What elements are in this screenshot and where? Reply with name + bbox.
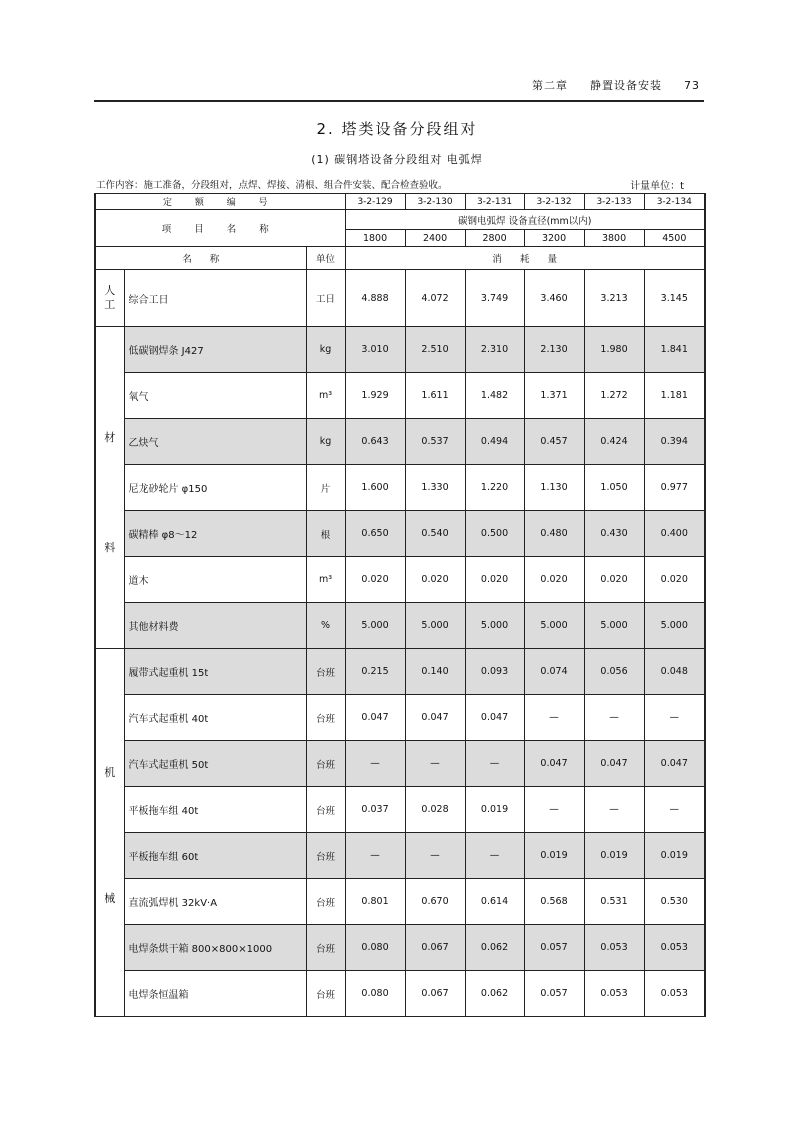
consumption-value: 0.020 xyxy=(405,557,465,603)
item-name: 汽车式起重机 40t xyxy=(124,695,306,741)
consumption-value: 1.980 xyxy=(584,327,644,373)
header-text xyxy=(532,77,700,93)
table-row xyxy=(95,741,705,787)
consumption-value: — xyxy=(405,741,465,787)
consumption-value: 0.047 xyxy=(405,695,465,741)
consumption-value: 0.047 xyxy=(584,741,644,787)
consumption-value: 0.650 xyxy=(345,511,405,557)
consumption-value: 0.394 xyxy=(644,419,705,465)
item-unit: m³ xyxy=(306,373,345,419)
item-name: 综合工日 xyxy=(124,270,306,327)
consumption-value: 0.430 xyxy=(584,511,644,557)
item-name: 尼龙砂轮片 φ150 xyxy=(124,465,306,511)
consumption-value: 0.019 xyxy=(524,833,584,879)
table-row xyxy=(95,649,705,695)
project-name-label: 项 目 名 称 xyxy=(95,210,345,247)
category-spacer xyxy=(96,447,124,539)
consumption-value: 5.000 xyxy=(524,603,584,649)
diameter-value: 2800 xyxy=(465,230,524,247)
quota-code: 3-2-133 xyxy=(584,194,644,210)
consumption-value: 0.093 xyxy=(465,649,524,695)
item-unit: 台班 xyxy=(306,833,345,879)
consumption-value: 0.028 xyxy=(405,787,465,833)
quota-code: 3-2-131 xyxy=(465,194,524,210)
consumption-value: 1.330 xyxy=(405,465,465,511)
category-char: 人 xyxy=(104,284,116,297)
item-name: 电焊条恒温箱 xyxy=(124,971,306,1017)
consumption-value: 0.643 xyxy=(345,419,405,465)
consumption-value: — xyxy=(345,741,405,787)
consumption-value: 0.568 xyxy=(524,879,584,925)
item-unit: % xyxy=(306,603,345,649)
consumption-value: 1.929 xyxy=(345,373,405,419)
consumption-value: 2.130 xyxy=(524,327,584,373)
consumption-value: 0.056 xyxy=(584,649,644,695)
consumption-value: 1.181 xyxy=(644,373,705,419)
item-unit: kg xyxy=(306,419,345,465)
quota-code: 3-2-132 xyxy=(524,194,584,210)
item-name: 其他材料费 xyxy=(124,603,306,649)
consumption-value: 0.400 xyxy=(644,511,705,557)
consumption-value: 0.037 xyxy=(345,787,405,833)
page-number: 73 xyxy=(684,79,700,92)
item-name: 平板拖车组 60t xyxy=(124,833,306,879)
consumption-value: 0.047 xyxy=(524,741,584,787)
consumption-value: 0.053 xyxy=(584,925,644,971)
table-row xyxy=(95,373,705,419)
consumption-value: 0.047 xyxy=(345,695,405,741)
consumption-value: 1.611 xyxy=(405,373,465,419)
consumption-value: 2.510 xyxy=(405,327,465,373)
consumption-value: 0.053 xyxy=(644,971,705,1017)
category-spacer xyxy=(96,782,124,890)
unit-column-label: 单位 xyxy=(306,247,345,270)
category-char: 材 xyxy=(104,430,116,444)
category-char: 械 xyxy=(104,891,116,905)
consumption-value: 0.053 xyxy=(644,925,705,971)
page-subtitle: (1) 碳钢塔设备分段组对 电弧焊 xyxy=(311,153,483,166)
quota-code-row xyxy=(95,194,705,210)
item-unit: 片 xyxy=(306,465,345,511)
consumption-value: — xyxy=(524,695,584,741)
table-row xyxy=(95,787,705,833)
consumption-value: 0.062 xyxy=(465,971,524,1017)
table-row xyxy=(95,327,705,373)
consumption-value: 0.020 xyxy=(524,557,584,603)
consumption-value: 0.062 xyxy=(465,925,524,971)
category-char: 工 xyxy=(104,298,116,311)
consumption-value: 0.540 xyxy=(405,511,465,557)
quota-code-label: 定 额 编 号 xyxy=(95,194,345,210)
consumption-value: — xyxy=(524,787,584,833)
diameter-value: 4500 xyxy=(644,230,705,247)
consumption-value: 5.000 xyxy=(584,603,644,649)
consumption-value: 0.801 xyxy=(345,879,405,925)
consumption-value: 0.080 xyxy=(345,971,405,1017)
item-name: 低碳钢焊条 J427 xyxy=(124,327,306,373)
diameter-value: 3200 xyxy=(524,230,584,247)
consumption-value: — xyxy=(465,833,524,879)
item-unit: 台班 xyxy=(306,741,345,787)
item-unit: 工日 xyxy=(306,270,345,327)
diameter-value: 1800 xyxy=(345,230,405,247)
consumption-value: 0.020 xyxy=(644,557,705,603)
item-name: 电焊条烘干箱 800×800×1000 xyxy=(124,925,306,971)
consumption-value: 0.500 xyxy=(465,511,524,557)
consumption-value: 3.145 xyxy=(644,270,705,327)
consumption-value: 5.000 xyxy=(644,603,705,649)
item-unit: 台班 xyxy=(306,879,345,925)
category-cell xyxy=(95,327,124,649)
consumption-value: 0.494 xyxy=(465,419,524,465)
work-content: 工作内容：施工准备，分段组对，点焊、焊接、清根、组合件安装、配合检查验收。 xyxy=(96,180,448,191)
item-unit: 台班 xyxy=(306,787,345,833)
column-header-row xyxy=(95,247,705,270)
table-row xyxy=(95,879,705,925)
item-unit: 台班 xyxy=(306,971,345,1017)
consumption-value: — xyxy=(644,695,705,741)
consumption-value: 0.019 xyxy=(644,833,705,879)
item-name: 氧气 xyxy=(124,373,306,419)
section-label: 静置设备安装 xyxy=(590,79,662,92)
work-content-line xyxy=(96,177,702,191)
unit-label: 计量单位：t xyxy=(630,181,684,192)
item-unit: kg xyxy=(306,327,345,373)
consumption-value: 0.670 xyxy=(405,879,465,925)
consumption-value: 0.215 xyxy=(345,649,405,695)
consumption-value: 0.074 xyxy=(524,649,584,695)
consumption-value: 1.482 xyxy=(465,373,524,419)
diameter-value: 2400 xyxy=(405,230,465,247)
consumption-value: 0.057 xyxy=(524,925,584,971)
item-name: 道木 xyxy=(124,557,306,603)
quota-table xyxy=(94,193,706,1017)
item-unit: 台班 xyxy=(306,925,345,971)
category-char: 机 xyxy=(104,765,116,779)
consumption-value: 0.047 xyxy=(644,741,705,787)
consumption-value: — xyxy=(584,695,644,741)
consumption-value: 0.020 xyxy=(584,557,644,603)
consumption-value: 0.047 xyxy=(465,695,524,741)
name-column-label: 名 称 xyxy=(95,247,306,270)
running-header xyxy=(94,74,704,102)
consumption-value: 0.977 xyxy=(644,465,705,511)
consumption-value: 5.000 xyxy=(405,603,465,649)
consumption-value: 1.841 xyxy=(644,327,705,373)
consumption-value: 3.213 xyxy=(584,270,644,327)
item-name: 汽车式起重机 50t xyxy=(124,741,306,787)
consumption-value: 1.371 xyxy=(524,373,584,419)
consumption-value: 0.057 xyxy=(524,971,584,1017)
consumption-value: 1.130 xyxy=(524,465,584,511)
quota-code: 3-2-134 xyxy=(644,194,705,210)
item-unit: 根 xyxy=(306,511,345,557)
consumption-value: 0.531 xyxy=(584,879,644,925)
consumption-value: 0.480 xyxy=(524,511,584,557)
table-row xyxy=(95,925,705,971)
consumption-label: 消 耗 量 xyxy=(345,247,705,270)
item-name: 碳精棒 φ8～12 xyxy=(124,511,306,557)
consumption-value: 0.067 xyxy=(405,925,465,971)
quota-code: 3-2-130 xyxy=(405,194,465,210)
diameter-header-row xyxy=(95,210,705,230)
consumption-value: 0.048 xyxy=(644,649,705,695)
consumption-value: 0.020 xyxy=(345,557,405,603)
table-row xyxy=(95,511,705,557)
category-cell xyxy=(95,270,124,327)
diameter-label: 碳钢电弧焊 设备直径(mm以内) xyxy=(345,210,705,230)
table-row xyxy=(95,419,705,465)
consumption-value: 0.020 xyxy=(465,557,524,603)
category-char: 料 xyxy=(104,540,116,554)
item-unit: 台班 xyxy=(306,649,345,695)
table-row xyxy=(95,270,705,327)
consumption-value: 0.140 xyxy=(405,649,465,695)
consumption-value: 0.614 xyxy=(465,879,524,925)
consumption-value: 0.424 xyxy=(584,419,644,465)
page-title: 2. 塔类设备分段组对 xyxy=(316,120,478,138)
table-row xyxy=(95,971,705,1017)
consumption-value: 0.019 xyxy=(465,787,524,833)
table-row xyxy=(95,695,705,741)
table-row xyxy=(95,465,705,511)
consumption-value: 0.457 xyxy=(524,419,584,465)
consumption-value: — xyxy=(405,833,465,879)
consumption-value: — xyxy=(465,741,524,787)
consumption-value: 5.000 xyxy=(345,603,405,649)
consumption-value: 1.220 xyxy=(465,465,524,511)
consumption-value: 0.019 xyxy=(584,833,644,879)
consumption-value: 1.272 xyxy=(584,373,644,419)
chapter-label: 第二章 xyxy=(532,79,568,92)
consumption-value: 0.080 xyxy=(345,925,405,971)
consumption-value: 5.000 xyxy=(465,603,524,649)
consumption-value: 0.053 xyxy=(584,971,644,1017)
consumption-value: 4.072 xyxy=(405,270,465,327)
item-name: 直流弧焊机 32kV·A xyxy=(124,879,306,925)
item-name: 履带式起重机 15t xyxy=(124,649,306,695)
consumption-value: — xyxy=(584,787,644,833)
consumption-value: 2.310 xyxy=(465,327,524,373)
consumption-value: — xyxy=(644,787,705,833)
consumption-value: 3.749 xyxy=(465,270,524,327)
diameter-value: 3800 xyxy=(584,230,644,247)
item-name: 平板拖车组 40t xyxy=(124,787,306,833)
item-name: 乙炔气 xyxy=(124,419,306,465)
consumption-value: 0.530 xyxy=(644,879,705,925)
item-unit: 台班 xyxy=(306,695,345,741)
consumption-value: 1.050 xyxy=(584,465,644,511)
consumption-value: — xyxy=(345,833,405,879)
consumption-value: 0.537 xyxy=(405,419,465,465)
consumption-value: 4.888 xyxy=(345,270,405,327)
table-row xyxy=(95,833,705,879)
consumption-value: 3.010 xyxy=(345,327,405,373)
consumption-value: 3.460 xyxy=(524,270,584,327)
category-cell xyxy=(95,649,124,1017)
item-unit: m³ xyxy=(306,557,345,603)
table-row xyxy=(95,603,705,649)
table-row xyxy=(95,557,705,603)
quota-code: 3-2-129 xyxy=(345,194,405,210)
consumption-value: 0.067 xyxy=(405,971,465,1017)
consumption-value: 1.600 xyxy=(345,465,405,511)
